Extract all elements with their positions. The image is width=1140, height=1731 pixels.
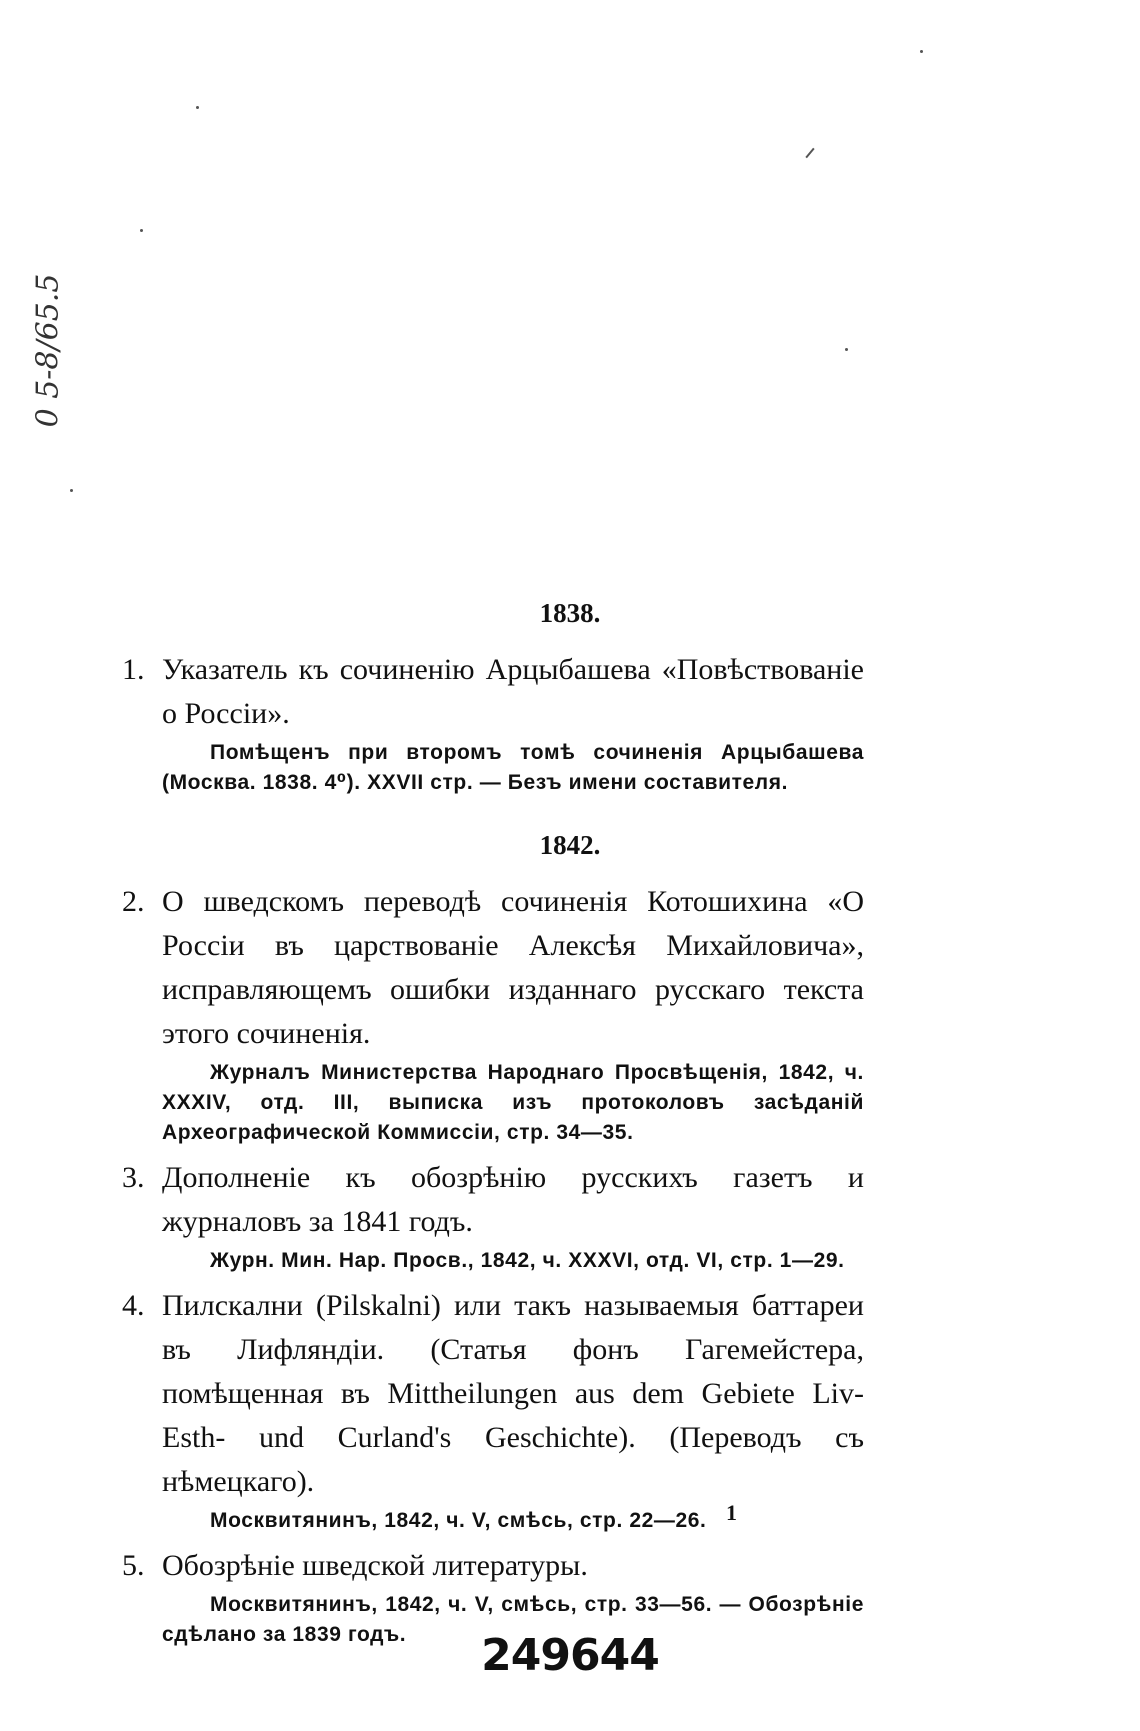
entry-number: 2.: [122, 885, 145, 918]
paper-speck: [196, 106, 199, 109]
year-heading-1838: 1838.: [539, 598, 601, 628]
paper-speck: [140, 229, 143, 232]
entry-source-note: Журналъ Министерства Народнаго Просвѣщенія, 1842, ч. XXXIV, отд. III, выписка изъ протоколовъ засѣданій Археографической Коммиссіи, стр. 34—35.: [162, 1061, 864, 1144]
entry-number: 1.: [122, 653, 145, 686]
handwritten-shelfmark: [18, 250, 78, 450]
entry-title: 5. Обозрѣніе шведской литературы.: [112, 1544, 864, 1588]
entry-source-note: Журн. Мин. Нар. Просв., 1842, ч. XXXVI, отд. VI, стр. 1—29.: [210, 1249, 845, 1272]
inventory-stamp: 249644: [481, 1630, 659, 1681]
paper-mark: [805, 148, 814, 158]
entry-3: [112, 1156, 864, 1276]
entry-source-note: Москвитянинъ, 1842, ч. V, смѣсь, стр. 33—56. — Обозрѣніе сдѣлано за 1839 годъ.: [162, 1593, 864, 1646]
entries-1842: [112, 880, 864, 1658]
entry-title: 3. Дополненіе къ обозрѣнію русскихъ газетъ и журналовъ за 1841 годъ.: [112, 1156, 864, 1244]
entry-source-note: Помѣщенъ при второмъ томѣ сочиненія Арцыбашева (Москва. 1838. 4⁰). XXVII стр. — Безъ имени составителя.: [162, 741, 864, 794]
entry-title: 2. О шведскомъ переводѣ сочиненія Котошихина «О Россіи въ царствованіе Алексѣя Михайловича», исправляющемъ ошибки изданнаго русскаго текста этого сочиненія.: [112, 880, 864, 1056]
paper-speck: [845, 348, 848, 351]
entry-number: 4.: [122, 1289, 145, 1322]
entry-number: 3.: [122, 1161, 145, 1194]
entry-1: [112, 648, 864, 806]
year-heading-1842: 1842.: [539, 830, 601, 860]
shelfmark-text: 0 5-8/65.5: [30, 273, 66, 427]
entry-source-note: Москвитянинъ, 1842, ч. V, смѣсь, стр. 22—26.: [210, 1509, 707, 1532]
folio-number: 1: [726, 1500, 737, 1525]
paper-speck: [70, 489, 73, 492]
entry-number: 5.: [122, 1549, 145, 1582]
entry-4: [112, 1284, 864, 1536]
entry-title: 4. Пилскални (Pilskalni) или такъ называемыя баттареи въ Лифляндіи. (Статья фонъ Гагемейстера, помѣщенная въ Mittheilungen aus dem Gebiete Liv- Esth- und Curland's Geschichte). (Переводъ съ нѣмецкаго).: [112, 1284, 864, 1504]
entry-title: 1. Указатель къ сочиненію Арцыбашева «Повѣствованіе о Россіи».: [112, 648, 864, 736]
entry-2: [112, 880, 864, 1148]
paper-speck: [920, 50, 923, 53]
